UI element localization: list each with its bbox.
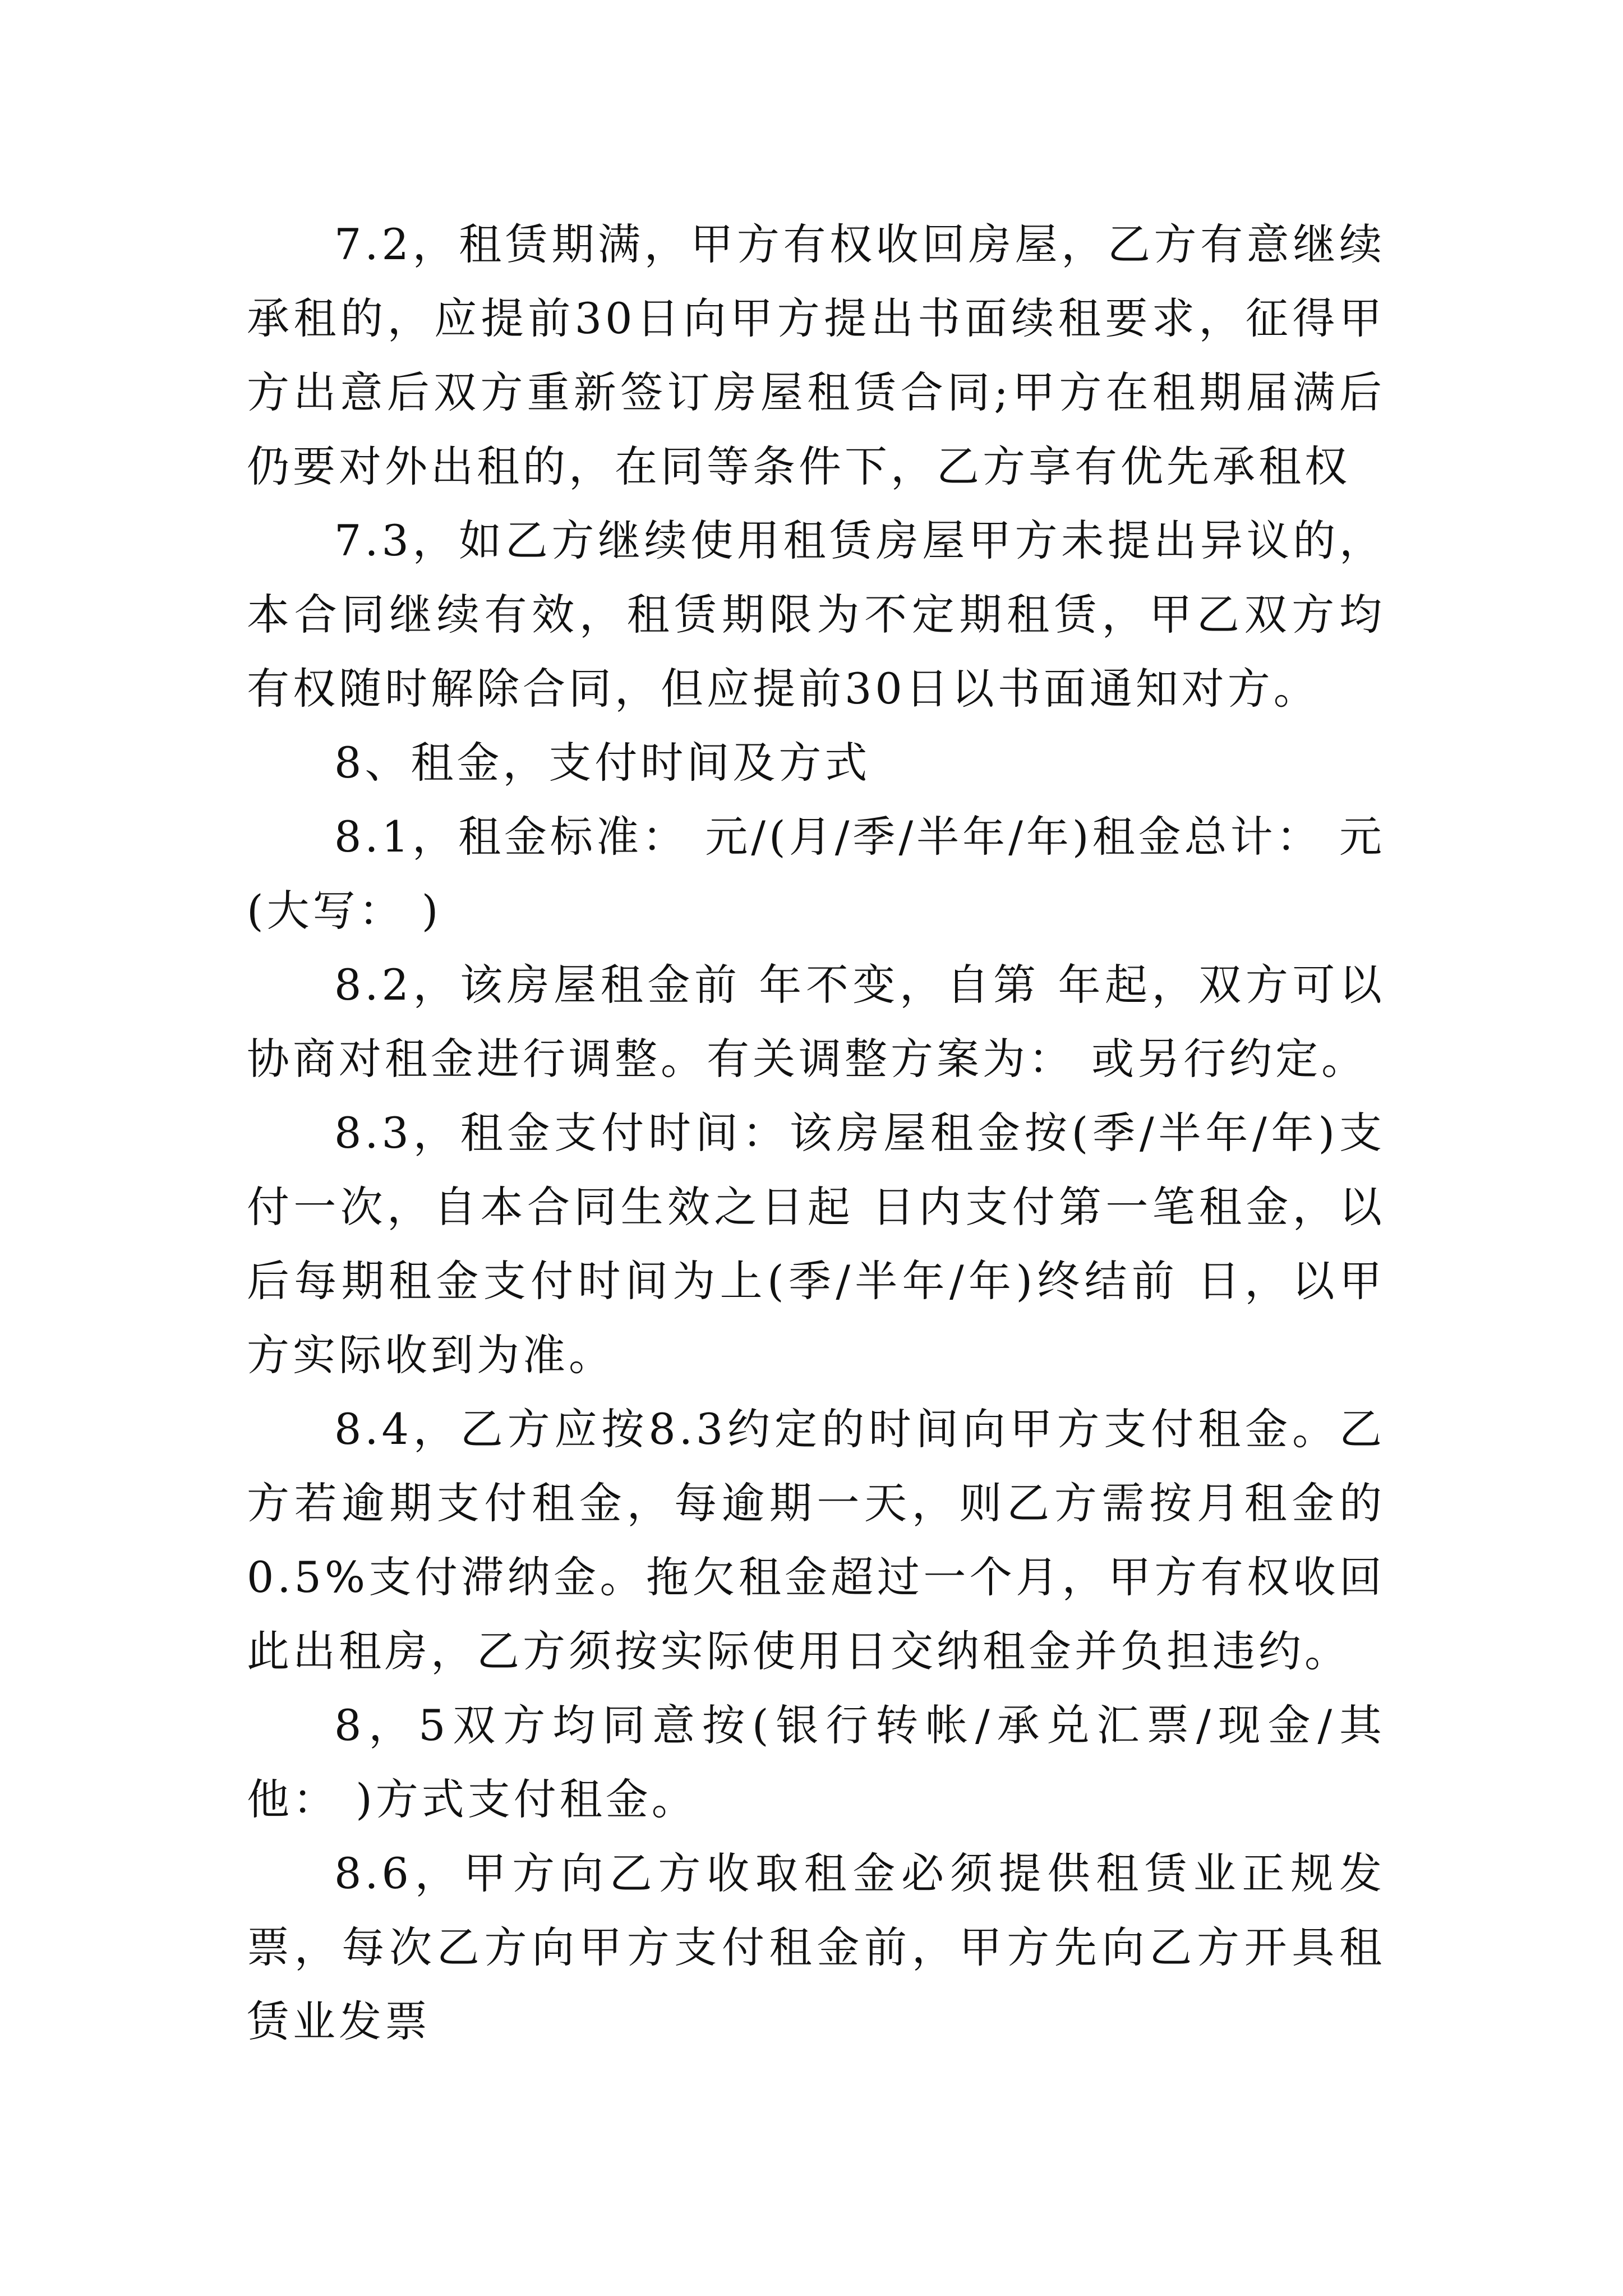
paragraph-7-3: 7.3，如乙方继续使用租赁房屋甲方未提出异议的，本合同继续有效，租赁期限为不定期租赁，甲乙双方均有权随时解除合同，但应提前30日以书面通知对方。 <box>247 516 1385 714</box>
paragraph-8-3: 8.3，租金支付时间：该房屋租金按(季/半年/年)支付一次，自本合同生效之日起 日内支付第一笔租金，以后每期租金支付时间为上(季/半年/年)终结前 日，以甲方实际收到为准。 <box>247 1108 1385 1380</box>
paragraph-7-2: 7.2，租赁期满，甲方有权收回房屋，乙方有意继续承租的，应提前30日向甲方提出书面续租要求，征得甲方出意后双方重新签订房屋租赁合同;甲方在租期届满后仍要对外出租的，在同等条件下，乙方享有优先承租权 <box>247 219 1385 491</box>
section-heading-8: 8、租金，支付时间及方式 <box>334 738 871 788</box>
document-body <box>247 208 1385 2059</box>
paragraph-8-6: 8.6，甲方向乙方收取租金必须提供租赁业正规发票，每次乙方向甲方支付租金前，甲方先向乙方开具租赁业发票 <box>247 1848 1385 2046</box>
paragraph-8-4: 8.4，乙方应按8.3约定的时间向甲方支付租金。乙方若逾期支付租金，每逾期一天，则乙方需按月租金的0.5%支付滞纳金。拖欠租金超过一个月，甲方有权收回此出租房，乙方须按实际使用日交纳租金并负担违约。 <box>247 1404 1385 1676</box>
paragraph-8-2: 8.2，该房屋租金前 年不变，自第 年起，双方可以协商对租金进行调整。有关调整方案为： 或另行约定。 <box>247 960 1385 1084</box>
paragraph-8-5: 8，5双方均同意按(银行转帐/承兑汇票/现金/其他： )方式支付租金。 <box>247 1700 1385 1824</box>
paragraph-8-1: 8.1，租金标准： 元/(月/季/半年/年)租金总计： 元(大写： ) <box>247 812 1385 936</box>
